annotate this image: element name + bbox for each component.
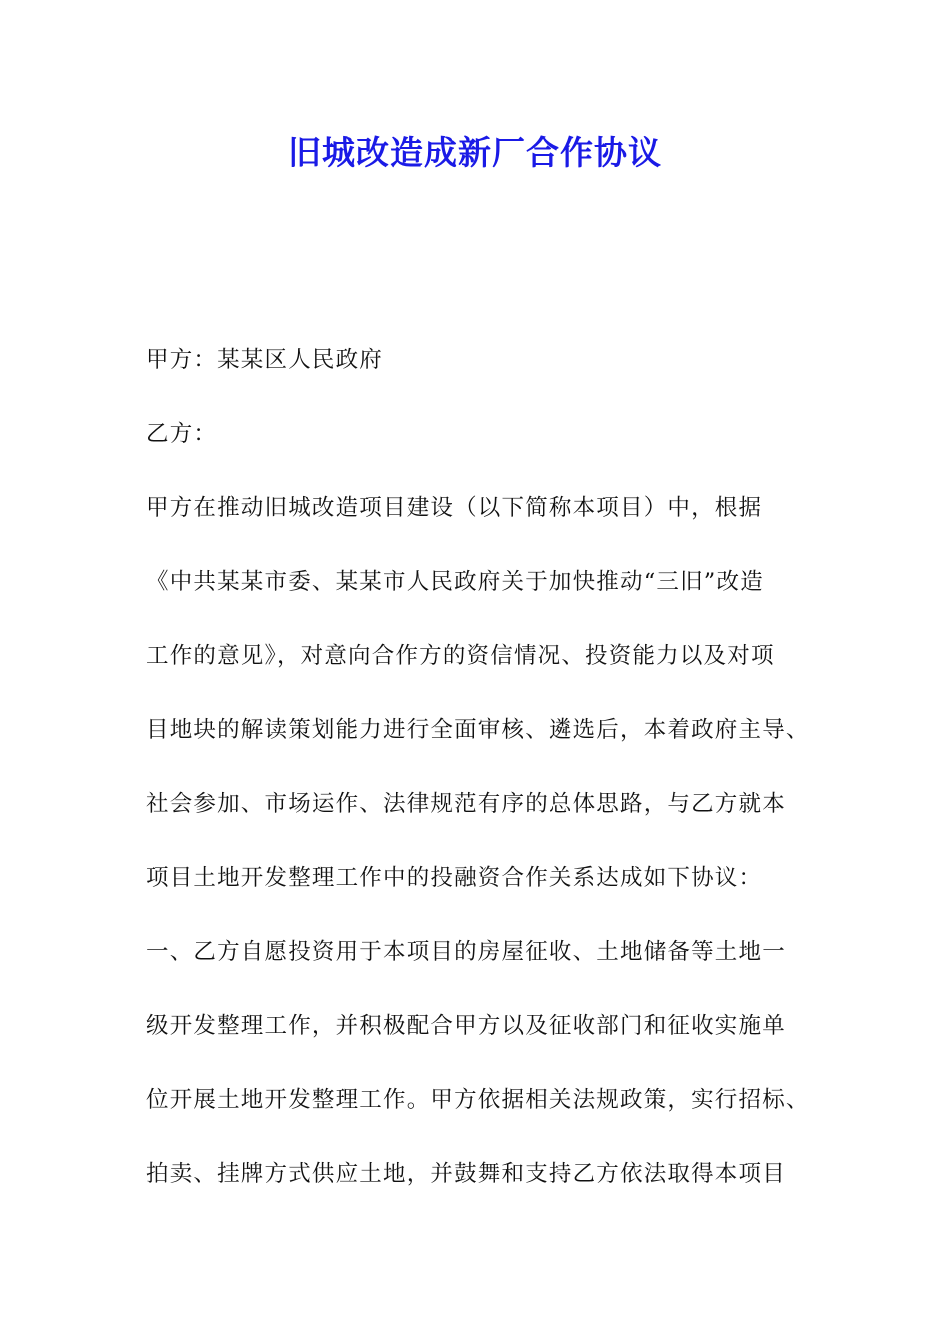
clause-line: 位开展土地开发整理工作。甲方依据相关法规政策，实行招标、 [146,1087,810,1113]
paragraph-line: 社会参加、市场运作、法律规范有序的总体思路，与乙方就本 [146,791,786,817]
clause-line: 级开发整理工作，并积极配合甲方以及征收部门和征收实施单 [146,1013,786,1039]
paragraph-line: 目地块的解读策划能力进行全面审核、遴选后，本着政府主导、 [146,717,810,743]
paragraph-line: 甲方在推动旧城改造项目建设（以下简称本项目）中，根据 [146,495,763,521]
paragraph-line: 工作的意见》，对意向合作方的资信情况、投资能力以及对项 [146,643,775,669]
party-a-line: 甲方：某某区人民政府 [146,347,384,373]
party-b-line: 乙方： [146,421,218,447]
clause-line: 一、乙方自愿投资用于本项目的房屋征收、土地储备等土地一 [146,939,786,965]
document-body [146,336,826,1224]
paragraph-line: 项目土地开发整理工作中的投融资合作关系达成如下协议： [146,865,763,891]
paragraph-line: 《中共某某市委、某某市人民政府关于加快推动“三旧”改造 [146,569,764,595]
document-title: 旧城改造成新厂合作协议 [288,133,662,172]
clause-line: 拍卖、挂牌方式供应土地，并鼓舞和支持乙方依法取得本项目 [146,1161,786,1187]
